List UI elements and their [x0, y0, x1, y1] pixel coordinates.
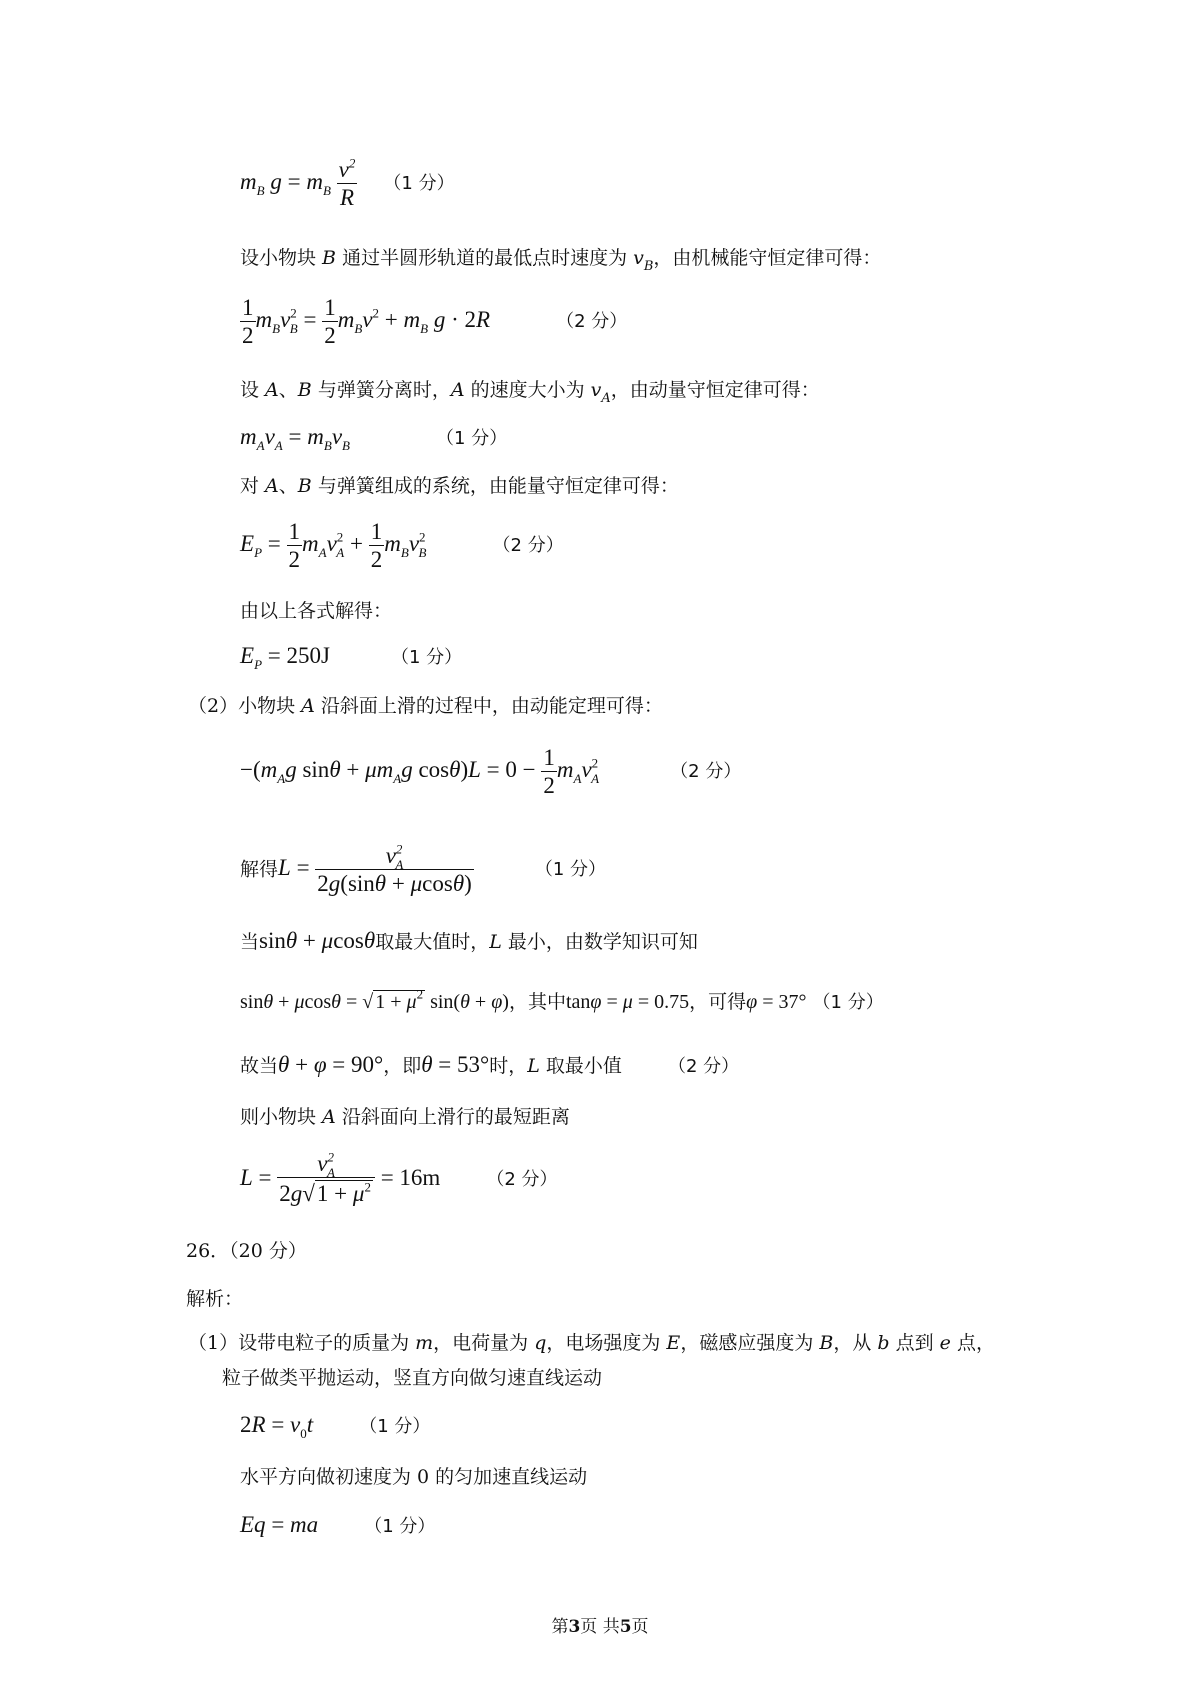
- question-number: 26．（20 分）: [186, 1240, 307, 1262]
- text-line: 由以上各式解得：: [240, 600, 393, 622]
- score-label: （2 分）: [670, 761, 742, 783]
- equation-work-energy: $-(m_Ag$ $\sin\theta + \mu m_Ag$ cosθ)L = 0 − $\frac{1}{2}$ $m_Av^2_A$ （2 分）: [240, 745, 742, 799]
- text-line: 水平方向做初速度为 0 的匀加速直线运动: [240, 1466, 588, 1488]
- equation-newton-second-law: Eq = ma （1 分）: [240, 1512, 436, 1537]
- score-label: （1 分）: [534, 859, 607, 881]
- text-line: 设 A、B 与弹簧分离时，A 的速度大小为 $v_A$，由动量守恒定律可得：: [240, 379, 820, 406]
- equation-centripetal: $m_B$ $g = m_B$ $\frac{v^2}{R}$ （1 分）: [240, 155, 455, 211]
- analysis-heading: 解析：: [186, 1288, 244, 1310]
- equation-energy-conservation: $\frac{1}{2}$ $m_Bv^2_B$ = $\frac{1}{2}$ $m_Bv^2 + m_B$ g · 2R （2 分）: [242, 295, 628, 349]
- text-line: （2）小物块 A 沿斜面上滑的过程中，由动能定理可得：: [188, 695, 663, 717]
- page-number: 3: [568, 1617, 581, 1637]
- score-label: （2 分）: [486, 1168, 558, 1190]
- text-line: 故当θ + φ = 90°，即θ = 53°时，L 取最小值 （2 分）: [240, 1052, 740, 1077]
- score-label: （1 分）: [383, 173, 455, 195]
- equation-length-solution: 解得L = $\frac{v^2_A}{2g(\sin\theta + \mu\cos\theta)}$ （1 分）: [240, 841, 607, 897]
- page-footer: 第3页 共5页: [551, 1617, 649, 1637]
- text-line: 粒子做类平抛运动，竖直方向做匀速直线运动: [222, 1367, 603, 1389]
- score-label: （2 分）: [492, 535, 564, 557]
- text-line: 当sinθ + μcosθ取最大值时，L 最小，由数学知识可知: [240, 928, 698, 953]
- score-label: （2 分）: [556, 311, 628, 333]
- equation-spring-energy: $E_P$ = $\frac{1}{2}$ $m_Av^2_A$ + $\frac{1}{2}$ $m_Bv^2_B$ （2 分）: [240, 519, 564, 573]
- score-label: （2 分）: [667, 1056, 740, 1077]
- page-total: 5: [619, 1617, 632, 1637]
- score-label: （1 分）: [359, 1416, 431, 1437]
- score-label: （1 分）: [364, 1516, 436, 1537]
- equation-minimum-length: L = $\frac{v^2_A}{2g√1 + \mu^2}$ = 16m （2 分）: [240, 1149, 558, 1207]
- equation-result-ep: $E_P = 250J$ （1 分）: [240, 643, 463, 672]
- text-line: 设小物块 B 通过半圆形轨道的最低点时速度为 $v_B$，由机械能守恒定律可得：: [240, 247, 882, 274]
- score-label: （1 分）: [812, 992, 884, 1013]
- equation-trig-identity: sinθ + μcosθ = √ $1 + \mu^2$ sin(θ + φ)，其中tanφ = μ = 0.75，可得φ = 37° （1 分）: [240, 986, 884, 1013]
- score-label: （1 分）: [390, 647, 463, 668]
- score-label: （1 分）: [436, 428, 508, 449]
- text-line: 对 A、B 与弹簧组成的系统，由能量守恒定律可得：: [240, 475, 679, 497]
- equation-momentum-conservation: $m_Av_A = m_Bv_B$ （1 分）: [240, 424, 508, 453]
- text-line: （1）设带电粒子的质量为 m，电荷量为 q，电场强度为 E，磁感应强度为 B，从 b 点到 e 点，: [188, 1332, 995, 1354]
- text-line: 则小物块 A 沿斜面向上滑行的最短距离: [240, 1106, 570, 1128]
- equation-vertical-motion: $2R = v_0t$ （1 分）: [240, 1412, 431, 1441]
